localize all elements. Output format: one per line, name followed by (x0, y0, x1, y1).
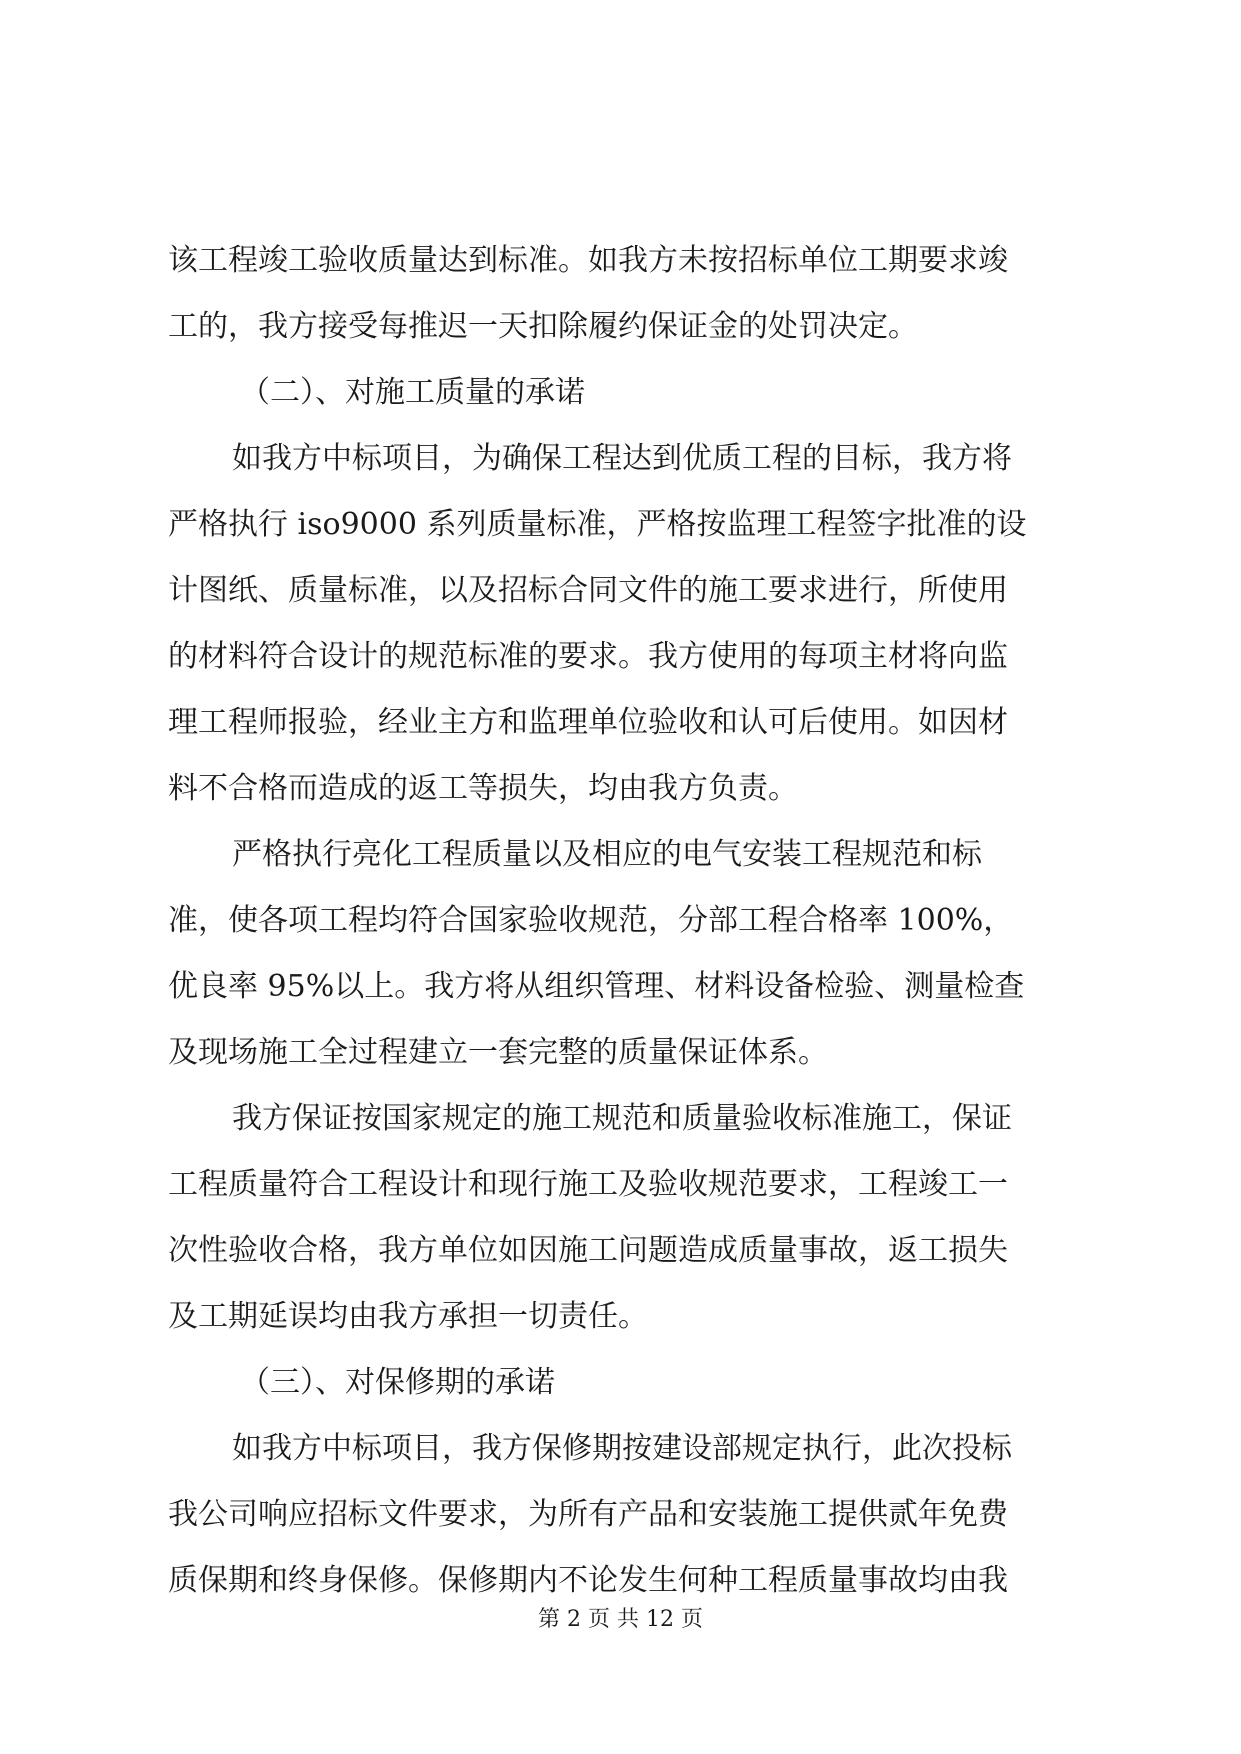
paragraph-first-line: 严格执行亮化工程质量以及相应的电气安装工程规范和标 (232, 837, 982, 872)
body-line: 工的，我方接受每推迟一天扣除履约保证金的处罚决定。 (168, 309, 918, 344)
body-line: 及现场施工全过程建立一套完整的质量保证体系。 (168, 1035, 828, 1070)
body-line: 准，使各项工程均符合国家验收规范，分部工程合格率 100%， (168, 903, 1014, 938)
body-line: 计图纸、质量标准，以及招标合同文件的施工要求进行，所使用 (168, 573, 1008, 608)
page-number-footer: 第 2 页 共 12 页 (538, 1607, 703, 1632)
body-line: 我公司响应招标文件要求，为所有产品和安装施工提供贰年免费 (168, 1497, 1008, 1532)
body-line: 理工程师报验，经业主方和监理单位验收和认可后使用。如因材 (168, 705, 1008, 740)
body-line: 严格执行 iso9000 系列质量标准，严格按监理工程签字批准的设 (168, 507, 1027, 542)
body-line: 料不合格而造成的返工等损失，均由我方负责。 (168, 771, 798, 806)
document-body (168, 228, 1076, 1614)
body-line: 该工程竣工验收质量达到标准。如我方未按招标单位工期要求竣 (168, 243, 1008, 278)
paragraph-first-line: 如我方中标项目，我方保修期按建设部规定执行，此次投标 (232, 1431, 1012, 1466)
section-heading: （二）、对施工质量的承诺 (240, 375, 585, 410)
body-line: 的材料符合设计的规范标准的要求。我方使用的每项主材将向监 (168, 639, 1008, 674)
paragraph-first-line: 如我方中标项目，为确保工程达到优质工程的目标，我方将 (232, 441, 1012, 476)
section-heading: （三）、对保修期的承诺 (240, 1365, 555, 1400)
body-line: 次性验收合格，我方单位如因施工问题造成质量事故，返工损失 (168, 1233, 1008, 1268)
paragraph-first-line: 我方保证按国家规定的施工规范和质量验收标准施工，保证 (232, 1101, 1012, 1136)
body-line: 工程质量符合工程设计和现行施工及验收规范要求，工程竣工一 (168, 1167, 1008, 1202)
body-line: 优良率 95%以上。我方将从组织管理、材料设备检验、测量检查 (168, 969, 1025, 1004)
body-line: 及工期延误均由我方承担一切责任。 (168, 1299, 648, 1334)
body-line: 质保期和终身保修。保修期内不论发生何种工程质量事故均由我 (168, 1563, 1008, 1598)
